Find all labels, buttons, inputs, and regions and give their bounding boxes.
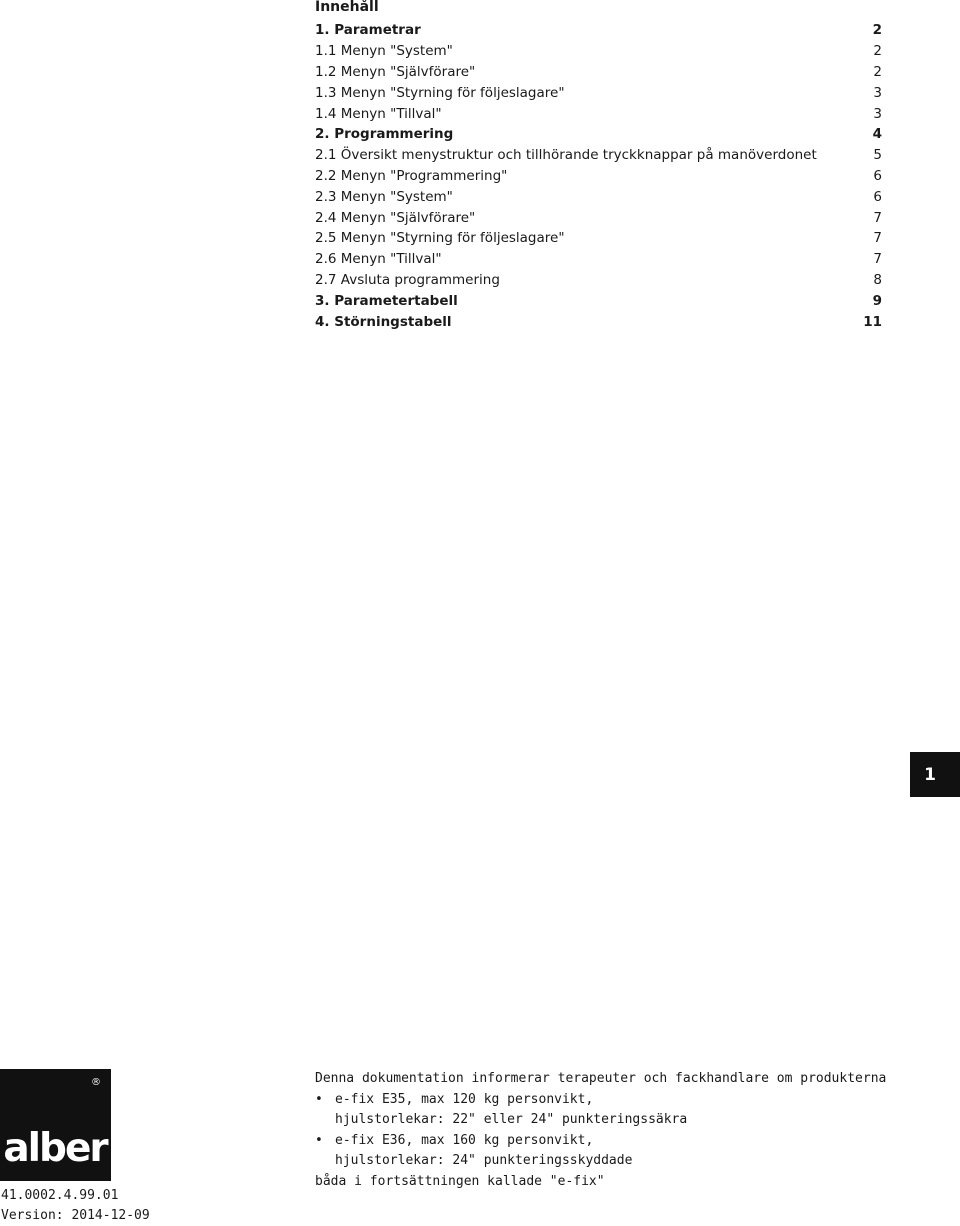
product-line: e-fix E35, max 120 kg personvikt, — [335, 1091, 594, 1107]
toc-entry-page: 7 — [873, 230, 882, 247]
intro-text — [315, 1069, 915, 1193]
toc-entry-label: 2.7 Avsluta programmering — [315, 271, 500, 288]
toc-entry-label: 2.6 Menyn "Tillval" — [315, 251, 442, 268]
list-item — [315, 1090, 915, 1131]
toc-entry-label: 1.2 Menyn "Självförare" — [315, 63, 476, 80]
toc-entry-label: 2.4 Menyn "Självförare" — [315, 209, 476, 226]
document-code: 41.0002.4.99.01 — [1, 1188, 119, 1203]
toc-entry — [315, 228, 882, 249]
toc-entry — [315, 290, 882, 311]
toc-entry-page: 2 — [873, 63, 882, 80]
toc-entry-page: 4 — [872, 126, 882, 143]
toc-entry-label: 1.3 Menyn "Styrning för följeslagare" — [315, 84, 565, 101]
toc-entry-label: 1.4 Menyn "Tillval" — [315, 105, 442, 122]
toc-entry-label: 2.3 Menyn "System" — [315, 188, 453, 205]
toc-entry — [315, 124, 882, 145]
product-line: e-fix E36, max 160 kg personvikt, — [335, 1132, 594, 1148]
toc-entry — [315, 41, 882, 62]
toc-heading: Innehåll — [315, 0, 379, 15]
registered-mark-icon: ® — [91, 1077, 101, 1088]
product-detail: hjulstorlekar: 24" punkteringsskyddade — [335, 1153, 633, 1169]
toc-entry-label: 1.1 Menyn "System" — [315, 43, 453, 60]
logo-wordmark: alber — [3, 1126, 107, 1171]
toc-entry-label: 4. Störningstabell — [315, 313, 452, 330]
toc-entry — [315, 166, 882, 187]
toc-entry-label: 2.5 Menyn "Styrning för följeslagare" — [315, 230, 565, 247]
toc-entry-label: 2.1 Översikt menystruktur och tillhörande tryckknappar på manöverdonet — [315, 147, 817, 164]
list-item — [315, 1131, 915, 1172]
toc-entry-page: 7 — [873, 209, 882, 226]
toc-entry-label: 2.2 Menyn "Programmering" — [315, 167, 508, 184]
document-version: Version: 2014-12-09 — [1, 1208, 150, 1223]
document-meta — [1, 1186, 150, 1226]
toc-entry — [315, 311, 882, 332]
toc-list — [315, 20, 882, 332]
bullet-icon: • — [315, 1091, 323, 1107]
toc-entry — [315, 82, 882, 103]
toc-entry — [315, 186, 882, 207]
toc-entry-page: 3 — [873, 84, 882, 101]
toc-entry-page: 6 — [873, 167, 882, 184]
toc-entry-page: 2 — [872, 22, 882, 39]
toc-entry — [315, 270, 882, 291]
product-detail: hjulstorlekar: 22" eller 24" punkteringssäkra — [335, 1112, 688, 1128]
intro-closing: båda i fortsättningen kallade "e-fix" — [315, 1173, 605, 1189]
alber-logo — [0, 1069, 111, 1181]
toc-entry — [315, 103, 882, 124]
toc-entry — [315, 207, 882, 228]
toc-entry-page: 11 — [863, 313, 882, 330]
toc-entry-page: 2 — [873, 43, 882, 60]
bullet-icon: • — [315, 1132, 323, 1148]
toc-entry-page: 3 — [873, 105, 882, 122]
toc-entry-label: 2. Programmering — [315, 126, 454, 143]
toc-entry-page: 6 — [873, 188, 882, 205]
page-number: 1 — [924, 764, 936, 785]
toc-entry-label: 1. Parametrar — [315, 22, 421, 39]
toc-entry — [315, 145, 882, 166]
product-list — [315, 1090, 915, 1172]
toc-entry — [315, 249, 882, 270]
toc-entry — [315, 20, 882, 41]
toc-entry-page: 7 — [873, 251, 882, 268]
page-number-tab — [910, 752, 960, 797]
intro-lead: Denna dokumentation informerar terapeuter och fackhandlare om produkterna — [315, 1071, 887, 1086]
toc-entry-page: 8 — [873, 271, 882, 288]
toc-entry — [315, 62, 882, 83]
toc-entry-page: 9 — [872, 292, 882, 309]
table-of-contents — [315, 0, 882, 332]
toc-entry-page: 5 — [873, 147, 882, 164]
toc-entry-label: 3. Parametertabell — [315, 292, 458, 309]
